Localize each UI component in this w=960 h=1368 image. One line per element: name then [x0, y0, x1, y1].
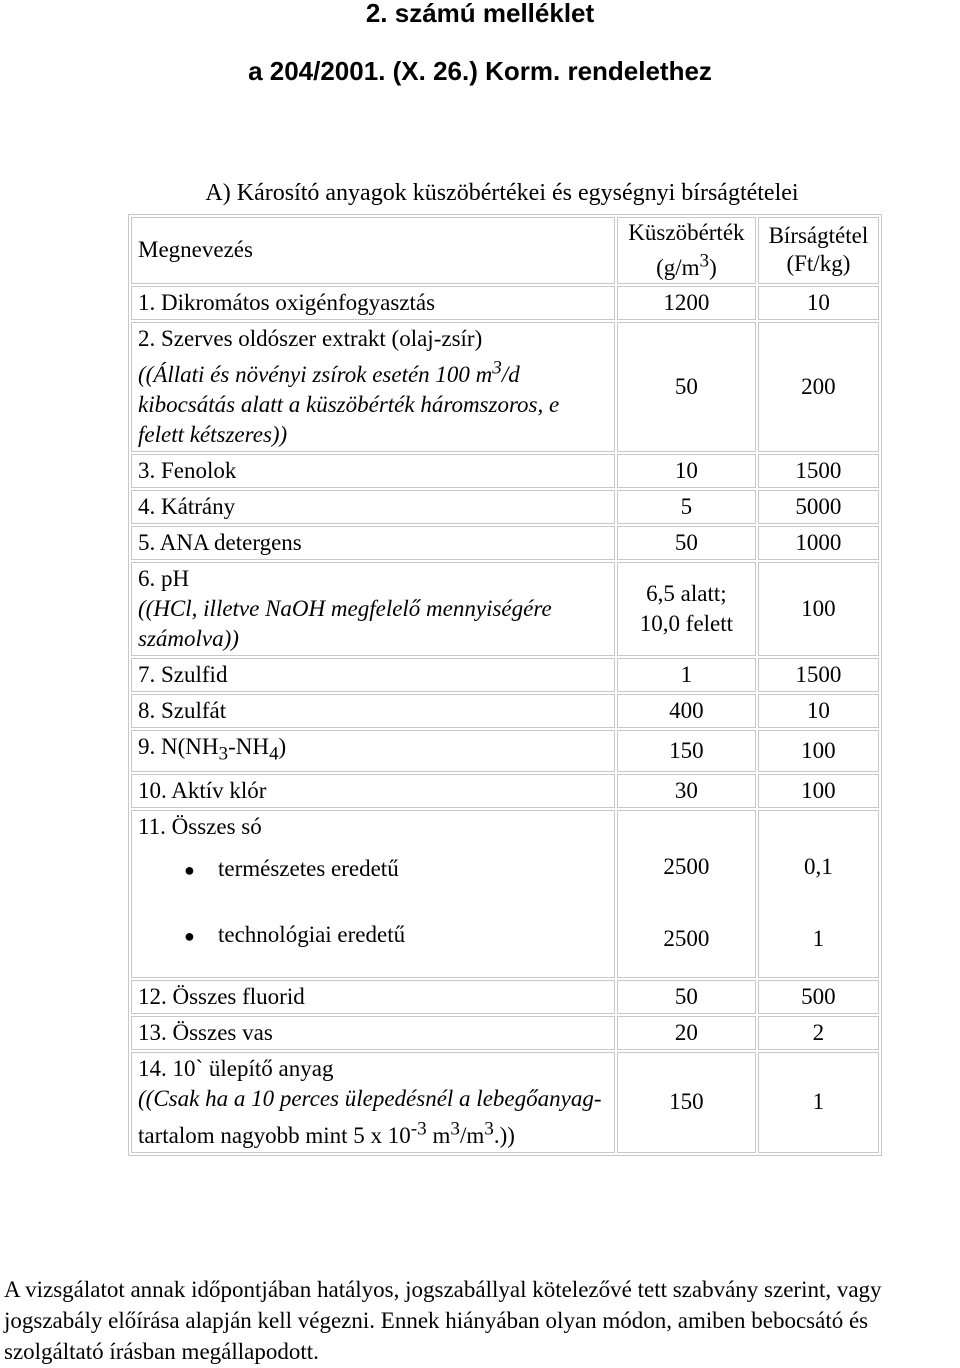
annex-title: 2. számú melléklet: [365, 0, 595, 28]
sub-fine: 1: [812, 925, 825, 951]
row-fine: 1000: [758, 526, 879, 560]
row-threshold: 150: [617, 1052, 756, 1153]
row-note: ((Állati és növényi zsírok esetén 100 $m^3/d$ kibocsátás alatt a küszöbérték háromszoros, e felett kétszeres)): [138, 357, 560, 448]
table-row: [131, 490, 879, 524]
row-threshold: 50: [617, 980, 756, 1014]
list-item: ● technológiai eredetű: [138, 920, 608, 976]
row-name: 7. Szulfid: [131, 658, 615, 692]
row-fine: 100: [758, 774, 879, 808]
row-threshold: 10: [617, 454, 756, 488]
row-name: [131, 562, 615, 656]
sub-fine: 0,1: [804, 853, 833, 879]
row-name-label: 14. 10` ülepítő anyag: [138, 1055, 334, 1081]
header-threshold-label: Küszöbérték: [628, 220, 745, 245]
row-fine: 1500: [758, 454, 879, 488]
row-threshold: 30: [617, 774, 756, 808]
table-row: [131, 810, 879, 978]
header-threshold-unit: $(g/m^3)$: [656, 250, 717, 280]
sub-threshold: 2500: [663, 925, 710, 951]
row-name: 13. Összes vas: [131, 1016, 615, 1050]
row-name-label: 6. pH: [138, 566, 190, 592]
row-name: 12. Összes fluorid: [131, 980, 615, 1014]
header-fine-label: Bírságtétel: [768, 223, 869, 249]
table-row: [131, 658, 879, 692]
row-threshold: [617, 810, 756, 978]
header-name: Megnevezés: [131, 217, 615, 284]
row-fine: 200: [758, 322, 879, 453]
table-row: [131, 454, 879, 488]
table-row: [131, 526, 879, 560]
threshold-line: 6,5 alatt;: [646, 581, 727, 607]
row-name: 9. $N(NH_3-NH_4)$: [131, 730, 615, 772]
row-name: [131, 810, 615, 978]
row-name: 3. Fenolok: [131, 454, 615, 488]
table-row: [131, 774, 879, 808]
table-row: [131, 730, 879, 772]
header-fine-unit: (Ft/kg): [786, 251, 851, 277]
bullet-icon: ●: [184, 925, 195, 946]
row-fine: 500: [758, 980, 879, 1014]
bullet-icon: ●: [184, 859, 195, 880]
row-threshold: 400: [617, 694, 756, 728]
row-fine: 10: [758, 694, 879, 728]
row-fine: 100: [758, 730, 879, 772]
row-fine: 1500: [758, 658, 879, 692]
row-name-label: 11. Összes só: [138, 813, 262, 839]
footer-note: A vizsgálatot annak időpontjában hatályos, jogszabállyal kötelezővé tett szabvány szerint, vagy jogszabály előírása alapján kell végezni. Ennek hiányában olyan módon, amiben bebocsátó és szolgáltató írásban megállapodott.: [4, 1277, 882, 1364]
table-row: [131, 286, 879, 320]
row-threshold: 5: [617, 490, 756, 524]
header-threshold: [617, 217, 756, 284]
row-name: 4. Kátrány: [131, 490, 615, 524]
table-row: [131, 562, 879, 656]
row-note-tail: -tartalom nagyobb mint 5 x $10^{-3}$ $m^3/m^3$.)): [138, 1085, 602, 1148]
table-row: [131, 694, 879, 728]
row-name: 1. Dikromátos oxigénfogyasztás: [131, 286, 615, 320]
table-row: [131, 1052, 879, 1153]
row-fine: 2: [758, 1016, 879, 1050]
header-fine: [758, 217, 879, 284]
row-name: 8. Szulfát: [131, 694, 615, 728]
row-threshold: 50: [617, 322, 756, 453]
annex-subtitle: a 204/2001. (X. 26.) Korm. rendelethez: [248, 56, 712, 86]
threshold-line: 10,0 felett: [639, 611, 734, 637]
table-row: [131, 980, 879, 1014]
row-fine: [758, 810, 879, 978]
row-name: [131, 1052, 615, 1153]
row-fine: 1: [758, 1052, 879, 1153]
header-row: [131, 217, 879, 284]
threshold-table: [128, 214, 882, 1156]
row-threshold: 150: [617, 730, 756, 772]
table-caption: A) Károsító anyagok küszöbértékei és egységnyi bírságtételei: [205, 180, 799, 206]
row-threshold: 50: [617, 526, 756, 560]
list-item: ● természetes eredetű: [138, 854, 608, 912]
row-name: [131, 322, 615, 453]
table-row: [131, 322, 879, 453]
sub-item-list: [138, 854, 608, 976]
row-threshold: 20: [617, 1016, 756, 1050]
row-threshold: 1: [617, 658, 756, 692]
row-name: 5. ANA detergens: [131, 526, 615, 560]
row-note: ((HCl, illetve NaOH megfelelő mennyiségére számolva)): [138, 596, 552, 652]
row-name-label: 2. Szerves oldószer extrakt (olaj-zsír): [138, 325, 483, 351]
row-name: 10. Aktív klór: [131, 774, 615, 808]
sub-threshold: 2500: [663, 853, 710, 879]
row-note: ((Csak ha a 10 perces ülepedésnél a lebegőanyag: [138, 1085, 594, 1111]
table-row: [131, 1016, 879, 1050]
row-fine: 100: [758, 562, 879, 656]
row-fine: 5000: [758, 490, 879, 524]
row-threshold: 1200: [617, 286, 756, 320]
row-fine: 10: [758, 286, 879, 320]
row-threshold: [617, 562, 756, 656]
